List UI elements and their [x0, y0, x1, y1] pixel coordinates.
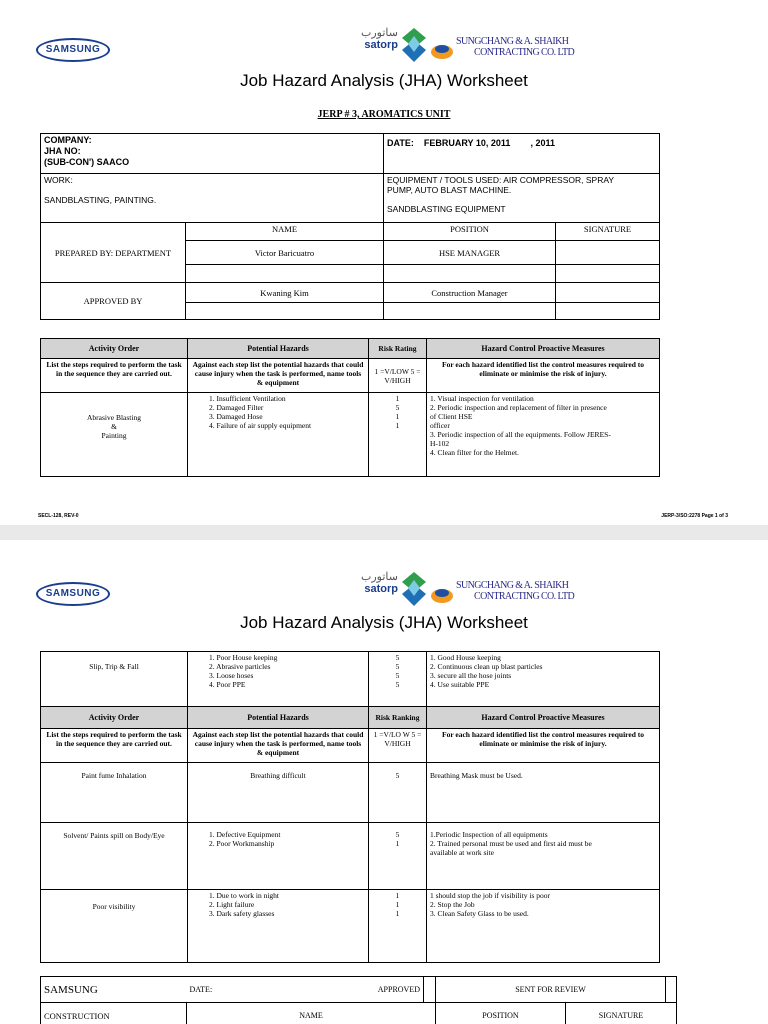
- approved-by-label: APPROVED BY: [41, 283, 186, 320]
- list-item: 1: [395, 891, 400, 900]
- hazards-cell: [188, 393, 369, 477]
- list-item: 5: [395, 662, 400, 671]
- satorp-arabic: ساتورب: [361, 27, 398, 39]
- approved-signature: [556, 283, 660, 303]
- sub-hazards: Against each step list the potential hazards that could cause injury when the task is performed, name tools & equipment: [188, 729, 369, 763]
- sub-measures: For each hazard identified list the control measures required to eliminate or minimise the risk of injury.: [427, 729, 660, 763]
- rating-paint-fume: 5: [369, 763, 427, 823]
- list-item: 5: [395, 830, 400, 839]
- list-item: 1.Periodic Inspection of all equipments: [430, 830, 548, 839]
- equipment-line3: SANDBLASTING EQUIPMENT: [387, 204, 506, 214]
- hazard-paint-fume: Breathing difficult: [188, 763, 369, 823]
- list-item: 5: [395, 680, 400, 689]
- measures-cell: [427, 823, 660, 890]
- page-title: Job Hazard Analysis (JHA) Worksheet: [240, 613, 528, 632]
- list-item: 1. Insufficient Ventilation: [209, 394, 286, 403]
- list-item: 2. Light failure: [209, 900, 255, 909]
- list-item: 2. Continuous clean up blast particles: [430, 662, 543, 671]
- satorp-latin: satorp: [364, 39, 398, 51]
- sub-risk-scale: 1 =V/LOW 5 = V/HIGH: [369, 359, 427, 393]
- list-item: officer: [430, 421, 450, 430]
- list-item: 3. Clean Safety Glass to be used.: [430, 909, 529, 918]
- activity-solvent: Solvent/ Paints spill on Body/Eye: [41, 823, 188, 890]
- list-item: 1: [395, 394, 400, 403]
- jha-number-label: JHA NO:: [44, 146, 81, 156]
- work-value: SANDBLASTING, PAINTING.: [44, 195, 157, 205]
- approved-name: Kwaning Kim: [186, 283, 384, 303]
- list-item: 3. secure all the hose joints: [430, 671, 512, 680]
- name-header: NAME: [186, 223, 384, 241]
- info-table: [40, 133, 660, 320]
- header-risk-rating: Risk Rating: [369, 339, 427, 359]
- satorp-logo: [338, 570, 398, 595]
- date-value: FEBRUARY 10, 2011: [423, 138, 511, 148]
- list-item: 1. Due to work in night: [209, 891, 279, 900]
- equipment-line1: EQUIPMENT / TOOLS USED: AIR COMPRESSOR, SPRAY: [387, 175, 615, 185]
- header-activity-order: Activity Order: [41, 707, 188, 729]
- contractor-logo: [456, 580, 574, 602]
- header-potential-hazards: Potential Hazards: [188, 707, 369, 729]
- satorp-emblem-icon: [400, 572, 428, 606]
- ratings-cell: [369, 823, 427, 890]
- list-item: of Client HSE: [430, 412, 473, 421]
- list-item: 5: [395, 653, 400, 662]
- sub-activity: List the steps required to perform the task in the sequence they are carried out.: [41, 359, 188, 393]
- header-control-measures: Hazard Control Proactive Measures: [427, 707, 660, 729]
- hazards-cell: [188, 890, 369, 963]
- measures-cell: [427, 393, 660, 477]
- footer-page-number: JERP-3/SO:2278 Page 1 of 3: [661, 513, 728, 519]
- approval-table: [40, 976, 677, 1024]
- contractor-emblem-icon: [430, 582, 454, 606]
- ratings-cell: [369, 652, 427, 707]
- list-item: 1. Poor House keeping: [209, 653, 278, 662]
- list-item: 4. Use suitable PPE: [430, 680, 490, 689]
- ratings-cell: [369, 393, 427, 477]
- satorp-logo: [338, 26, 398, 51]
- sub-hazards: Against each step list the potential hazards that could cause injury when the task is performed, name tools & equipment: [188, 359, 369, 393]
- list-item: 1. Defective Equipment: [209, 830, 281, 839]
- approval-name-header: NAME: [187, 1003, 436, 1024]
- list-item: 4. Failure of air supply equipment: [209, 421, 312, 430]
- list-item: 1: [395, 839, 400, 848]
- approval-date-label: DATE:: [187, 977, 269, 1003]
- page-title: Job Hazard Analysis (JHA) Worksheet: [240, 71, 528, 90]
- contractor-logo: [456, 36, 574, 58]
- prepared-by-label: PREPARED BY: DEPARTMENT: [41, 223, 186, 283]
- prepared-position: HSE MANAGER: [384, 241, 556, 265]
- approval-position-header: POSITION: [436, 1003, 566, 1024]
- page-2: [0, 540, 768, 1024]
- approval-approved: APPROVED: [269, 977, 424, 1003]
- header-potential-hazards: Potential Hazards: [188, 339, 369, 359]
- list-item: 3. Damaged Hose: [209, 412, 263, 421]
- approved-position: Construction Manager: [384, 283, 556, 303]
- contractor-line1: SUNGCHANG & A. SHAIKH: [456, 36, 569, 47]
- list-item: 2. Stop the Job: [430, 900, 475, 909]
- footer-form-number: SECL-128, REV-0: [38, 513, 79, 519]
- page-subtitle: JERP # 3, AROMATICS UNIT: [317, 109, 451, 120]
- activity-line2: &: [111, 422, 117, 431]
- list-item: 3. Loose hoses: [209, 671, 254, 680]
- equipment-line2: PUMP, AUTO BLAST MACHINE.: [387, 185, 512, 195]
- list-item: 4. Clean filter for the Helmet.: [430, 448, 519, 457]
- date-label: DATE:: [387, 138, 414, 148]
- activity-slip: Slip, Trip & Fall: [41, 652, 188, 707]
- list-item: 5: [395, 671, 400, 680]
- header-activity-order: Activity Order: [41, 339, 188, 359]
- list-item: 5: [395, 403, 400, 412]
- ratings-cell: [369, 890, 427, 963]
- activity-line1: Abrasive Blasting: [87, 413, 141, 422]
- jha-table-page2: [40, 651, 660, 963]
- list-item: 1: [395, 412, 400, 421]
- contractor-emblem-icon: [430, 38, 454, 62]
- contractor-line2: CONTRACTING CO. LTD: [474, 591, 575, 602]
- list-item: 2. Abrasive particles: [209, 662, 271, 671]
- approval-construction: CONSTRUCTION: [41, 1003, 187, 1024]
- list-item: 2. Damaged Filter: [209, 403, 264, 412]
- prepared-name: Victor Baricuatro: [186, 241, 384, 265]
- contractor-line2: CONTRACTING CO. LTD: [474, 47, 575, 58]
- hazards-cell: [188, 823, 369, 890]
- list-item: 1. Visual inspection for ventilation: [430, 394, 534, 403]
- list-item: 2. Trained personal must be used and first aid must be: [430, 839, 592, 848]
- approval-signature-header: SIGNATURE: [566, 1003, 677, 1024]
- sub-activity: List the steps required to perform the task in the sequence they are carried out.: [41, 729, 188, 763]
- signature-header: SIGNATURE: [556, 223, 660, 241]
- sub-risk-scale: 1 =V/LO W 5 = V/HIGH: [369, 729, 427, 763]
- company-label: COMPANY:: [44, 135, 92, 145]
- satorp-arabic: ساتورب: [361, 571, 398, 583]
- approval-company: SAMSUNG: [41, 977, 187, 1003]
- list-item: 1: [395, 909, 400, 918]
- sub-measures: For each hazard identified list the control measures required to eliminate or minimise the risk of injury.: [427, 359, 660, 393]
- list-item: 1 should stop the job if visibility is poor: [430, 891, 551, 900]
- measures-cell: [427, 890, 660, 963]
- date-year: , 2011: [530, 138, 555, 148]
- header-control-measures: Hazard Control Proactive Measures: [427, 339, 660, 359]
- list-item: 2. Periodic inspection and replacement of filter in presence: [430, 403, 607, 412]
- list-item: available at work site: [430, 848, 494, 857]
- activity-line3: Painting: [101, 431, 127, 440]
- prepared-signature: [556, 241, 660, 265]
- list-item: 1: [395, 900, 400, 909]
- work-label: WORK:: [44, 175, 73, 185]
- jha-table-page1: [40, 338, 660, 477]
- list-item: 3. Periodic inspection of all the equipments. Follow JERES-: [430, 430, 611, 439]
- satorp-emblem-icon: [400, 28, 428, 62]
- activity-paint-fume: Paint fume Inhalation: [41, 763, 188, 823]
- list-item: 1: [395, 421, 400, 430]
- subcontractor: (SUB-CON') SAACO: [44, 157, 130, 167]
- measure-paint-fume: Breathing Mask must be Used.: [427, 763, 660, 823]
- contractor-line1: SUNGCHANG & A. SHAIKH: [456, 580, 569, 591]
- approval-sent-for-review: SENT FOR REVIEW: [436, 977, 666, 1003]
- list-item: 2. Poor Workmanship: [209, 839, 275, 848]
- activity-visibility: Poor visibility: [41, 890, 188, 963]
- list-item: 4. Poor PPE: [209, 680, 246, 689]
- list-item: 3. Dark safety glasses: [209, 909, 275, 918]
- samsung-logo: SAMSUNG: [36, 582, 110, 606]
- list-item: 1. Good House keeping: [430, 653, 501, 662]
- header-risk-ranking: Risk Ranking: [369, 707, 427, 729]
- samsung-logo: SAMSUNG: [36, 38, 110, 62]
- satorp-latin: satorp: [364, 583, 398, 595]
- hazards-cell: [188, 652, 369, 707]
- activity-cell: [41, 393, 188, 477]
- list-item: H-102: [430, 439, 450, 448]
- position-header: POSITION: [384, 223, 556, 241]
- measures-cell: [427, 652, 660, 707]
